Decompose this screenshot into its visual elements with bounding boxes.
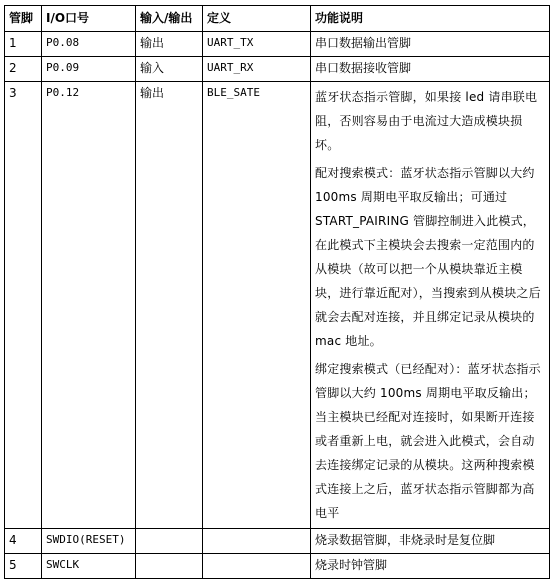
cell-function: 烧录数据管脚，非烧录时是复位脚: [311, 529, 550, 554]
cell-definition: [203, 554, 311, 579]
cell-definition: [203, 529, 311, 554]
cell-function: 串口数据输出管脚: [311, 32, 550, 57]
cell-direction: 输出: [136, 82, 203, 529]
function-paragraph-binding-mode: 绑定搜索模式（已经配对）：蓝牙状态指示管脚以大约 100ms 周期电平取反输出；当主模块已经配对连接时，如果断开连接或者重新上电，就会进入此模式，会自动去连接绑定记录的从模块。这两种搜索模式连接上之后，蓝牙状态指示管脚都为高电平: [315, 362, 541, 520]
cell-function: [311, 82, 550, 529]
pin-definition-table: [4, 5, 550, 579]
cell-definition: BLE_SATE: [203, 82, 311, 529]
cell-io: SWDIO(RESET): [42, 529, 136, 554]
cell-pin: 4: [5, 529, 42, 554]
cell-pin: 2: [5, 57, 42, 82]
cell-definition: UART_TX: [203, 32, 311, 57]
cell-direction: [136, 554, 203, 579]
cell-direction: 输入: [136, 57, 203, 82]
cell-direction: 输出: [136, 32, 203, 57]
table-row: [5, 529, 550, 554]
table-row: [5, 554, 550, 579]
function-paragraph-led-warning: 蓝牙状态指示管脚，如果接 led 请串联电阻，否则容易由于电流过大造成模块损坏。: [315, 90, 538, 152]
header-pin: 管脚: [5, 6, 42, 32]
header-io: I/O口号: [42, 6, 136, 32]
function-paragraph-pairing-mode: 配对搜索模式：蓝牙状态指示管脚以大约 100ms 周期电平取反输出；可通过 START_PAIRING 管脚控制进入此模式，在此模式下主模块会去搜索一定范围内的从模块（故可以把一个从模块靠近主模块，进行靠近配对），当搜索到从模块之后就会去配对连接，并且绑定记录从模块的 mac 地址。: [315, 166, 541, 348]
cell-function: 烧录时钟管脚: [311, 554, 550, 579]
table-header-row: [5, 6, 550, 32]
cell-definition: UART_RX: [203, 57, 311, 82]
cell-io: P0.12: [42, 82, 136, 529]
header-function: 功能说明: [311, 6, 550, 32]
header-definition: 定义: [203, 6, 311, 32]
cell-io: P0.09: [42, 57, 136, 82]
cell-pin: 5: [5, 554, 42, 579]
cell-pin: 3: [5, 82, 42, 529]
cell-io: SWCLK: [42, 554, 136, 579]
cell-function: 串口数据接收管脚: [311, 57, 550, 82]
table-row: [5, 82, 550, 529]
table-row: [5, 57, 550, 82]
cell-io: P0.08: [42, 32, 136, 57]
header-direction: 输入/输出: [136, 6, 203, 32]
table-row: [5, 32, 550, 57]
cell-direction: [136, 529, 203, 554]
cell-pin: 1: [5, 32, 42, 57]
